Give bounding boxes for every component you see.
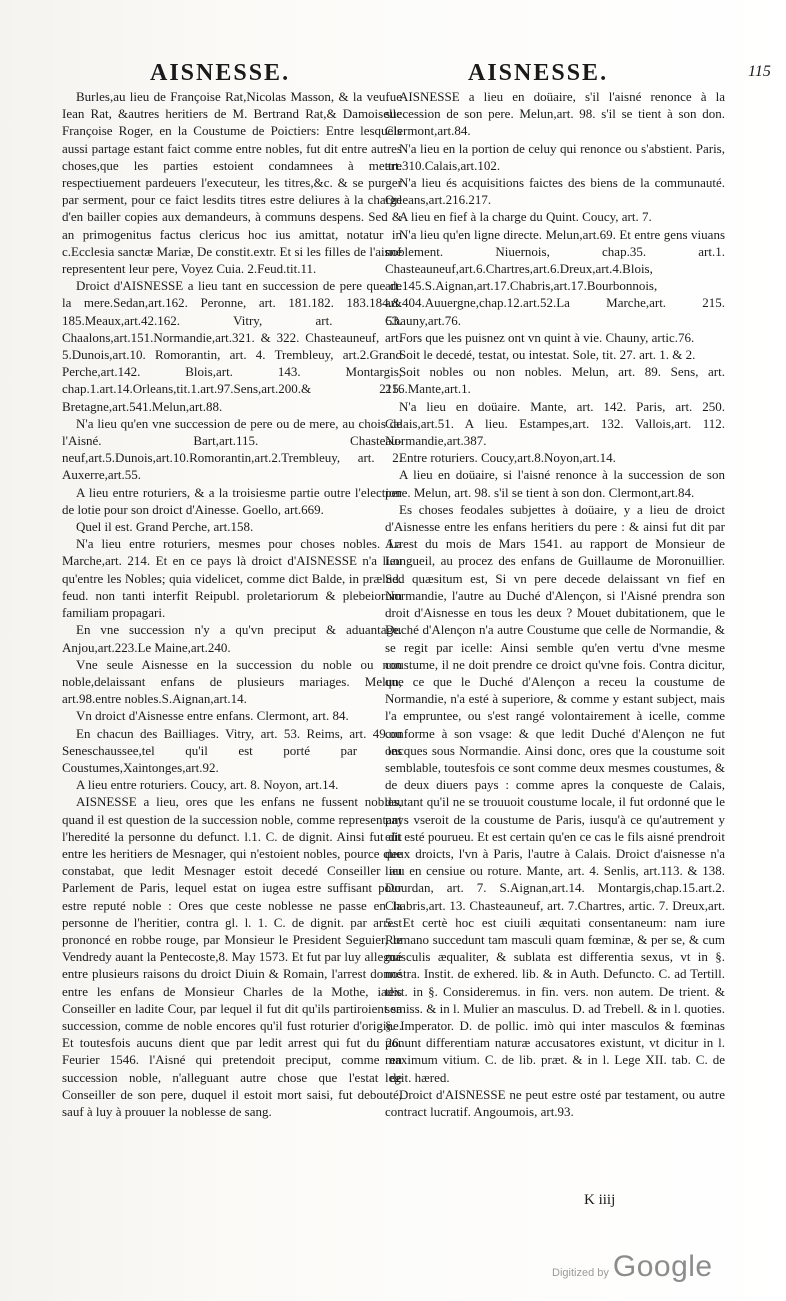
paragraph: Vne seule Aisnesse en la succession du noble ou non noble,delaissant enfans de plusieurs mariages. Melun, art.98.entre nobles.S.Aignan,art.14.: [62, 656, 402, 707]
paragraph: A lieu entre roturiers. Coucy, art. 8. Noyon, art.14.: [76, 777, 339, 793]
paragraph: En vne succession n'y a qu'vn preciput & aduantage. Anjou,art.223.Le Maine,art.240.: [62, 622, 402, 655]
paragraph: N'a lieu entre roturiers, mesmes pour choses nobles. La Marche,art. 214. Et en ce pays là droict d'AISNESSE n'a lieu qu'entre les Nobles; quia videlicet, comme dict Balde, in prælud. feud. non tanti interfit Reipubl. proletariorum & plebeiorum familiam propagari.: [62, 536, 402, 621]
paragraph: Soit nobles ou non nobles. Melun, art. 89. Sens, art. 216.Mante,art.1.: [385, 364, 725, 397]
paragraph: N'a lieu en la portion de celuy qui renonce ou s'abstient. Paris, art.310.Calais,art.102.: [385, 140, 725, 173]
paragraph: A lieu en doüaire, si l'aisné renonce à la succession de son pere. Melun, art. 98. s'il se tient à son don. Clermont,art.84.: [385, 467, 725, 500]
left-text-column: [62, 88, 402, 1120]
running-head-left: AISNESSE.: [150, 60, 291, 86]
paragraph: Droict d'AISNESSE ne peut estre osté par testament, ou autre contract lucratif. Angoumois, art.93.: [385, 1086, 725, 1119]
paragraph: N'a lieu qu'en vne succession de pere ou de mere, au chois de l'Aisné. Bart,art.115. Chasteau-neuf,art.5.Dunois,art.10.Romorantin,art.2.Trembleuy, art. 2. Auxerre,art.55.: [62, 415, 402, 483]
paragraph: Soit le decedé, testat, ou intestat. Sole, tit. 27. art. 1. & 2.: [399, 347, 696, 363]
paragraph: N'a lieu qu'en ligne directe. Melun,art.69. Et entre gens viuans noblement. Niuernois, chap.35. art.1. Chasteauneuf,art.6.Chartres,art.6.Dreux,art.4.Blois, art.145.S.Aignan,art.17.Chabris,art.17.Bourbonnois, art.404.Auuergne,chap.12.art.52.La Marche,art. 215. Chauny,art.76.: [385, 226, 725, 328]
google-watermark: [552, 1250, 713, 1284]
paragraph: Entre roturiers. Coucy,art.8.Noyon,art.14.: [399, 450, 616, 466]
paragraph: Vn droict d'Aisnesse entre enfans. Clermont, art. 84.: [76, 708, 349, 724]
paragraph: A lieu en fief à la charge du Quint. Coucy, art. 7.: [399, 209, 652, 225]
google-logo-text: Google: [612, 1250, 713, 1283]
paragraph: En chacun des Bailliages. Vitry, art. 53. Reims, art. 49.ou Seneschaussee,tel qu'il est porté par les Coustumes,Xaintonges,art.92.: [62, 725, 402, 775]
paragraph: Es choses feodales subjettes à doüaire, y a lieu de droict d'Aisnesse entre les enfans heritiers du pere : & ainsi fut dit par Arrest du mois de Mars 1541. au rapport de Monsieur de Longueil, au procez des enfans de Guillaume de Moronuillier. Sed quæsitum est, Si vn pere decede delaissant vn fief en Normandie, l'autre au Duché d'Alençon, si l'Aisné prendra son droit d'Aisnesse en tous les deux ? Mouet dubitationem, que le Duché d'Alençon n'a autre Coustume que celle de Normandie, & se regit par icelle: Ainsi semble qu'en vertu d'vne mesme coustume, il ne doit prendre ce droict qu'vne fois. Contra dicitur, que ce que le Duché d'Alençon a receu la coustume de Normandie, n'a esté à superiore, & comme y estant subject, mais l'a empruntee, ou s'est rangé volontairement à icelle, comme conforme à son vsage: & que ledit Duché d'Alençon ne fut oncques sous Normandie. Ainsi donc, ores que la coustume soit semblable, toutesfois ce sont comme deux mesmes coustumes, & de deux diuers pays : comme apres la conqueste de Calais, dautant qu'il ne se trouuoit coustume locale, il fut ordonné que le pays vseroit de la coustume de Paris, iusqu'à ce qu'autrement y eût esté pourueu. Et est certain qu'en ce cas le fils aisné prendroit deux droicts, l'vn à Paris, l'autre à Calais. Droict d'aisnesse n'a lieu en censiue ou roture. Mante, art. 4. Senlis, art.113. & 138. Dourdan, art. 7. S.Aignan,art.14. Montargis,chap.15.art.2. Chabris,art. 13. Chasteauneuf, art. 7.Chartres, artic. 7. Dreux,art. 5. Et certè hoc est ciuili æquitati consentaneum: nam iure Romano succedunt tam masculi quam fœminæ, & per se, & cum masculis æqualiter, & sublata est differentia sexus, vt in §. nostra. Instit. de exhered. lib. & in Auth. Defuncto. C. ad Tertill. text. in §. Consideremus. in fin. vers. non autem. De trient. & semiss. & in l. Mulier an masculus. D. ad Trebell. & in l. quoties. §. Imperator. D. de pollic. imò qui inter masculos & fœminas ponunt differentiam naturæ accusatores existunt, vt dicitur in l. maximum vitium. C. de lib. præt. & in l. Lege XII. tab. C. de legit. hæred.: [385, 501, 725, 1085]
paragraph: Fors que les puisnez ont vn quint à vie. Chauny, artic.76.: [399, 329, 695, 345]
watermark-prefix: Digitized by: [552, 1267, 609, 1279]
paragraph: N'a lieu és acquisitions faictes des biens de la communauté. Orleans,art.216.217.: [385, 175, 725, 208]
paragraph: AISNESSE a lieu, ores que les enfans ne fussent nobles, quand il est question de la succession noble, comme representant l'heredité la personne du defunct. l.1. C. de dignit. Ainsi fut dit entre les heritiers de Mesnager, qui n'estoient nobles, pource que constabat, que ledit Mesnager estoit decedé Conseiller au Parlement de Paris, lequel estat on iugea estre suffisant pour estre reputé noble : Ores que ceste noblesse ne passe en la personne de l'heritier, contra gl. l. 1. C. de dignit. par arrest prononcé en robbe rouge, par Monsieur le President Seguier, le Vendredy auant la Pentecoste,8. May 1573. Et fut par luy allegué entre plusieurs raisons du droict Diuin & Romain, l'arrest donné entre les enfans de Monsieur Charles de la Mothe, iadis Conseiller en ladite Cour, par lequel il fut dit qu'ils partiroient sa succession, comme de noble encores qu'il fust roturier d'origine. Et toutesfois aucuns dient que par ledit arrest qui fut du 26. Feurier 1546. l'Aisné qui pretendoit preciput, comme en succession noble, n'alleguant autre chose que l'estat de Conseiller de son pere, duquel il estoit mort saisi, fut debouté, sauf à luy à prouuer la noblesse de sang.: [62, 794, 402, 1119]
paragraph: AISNESSE a lieu en doüaire, s'il l'aisné renonce à la succession de son pere. Melun,art. 98. s'il se tient à son don. Clermont,art.84.: [385, 89, 725, 139]
right-text-column: [385, 88, 725, 1120]
running-head-right: AISNESSE.: [468, 60, 609, 86]
paragraph: Droict d'AISNESSE a lieu tant en succession de pere que de la mere.Sedan,art.162. Peronne, art. 181.182. 183.184.& 185.Meaux,art.42.162. Vitry, art. 53. Chaalons,art.151.Normandie,art.321. & 322. Chasteauneuf, art. 5.Dunois,art.10. Romorantin, art. 4. Trembleuy, art.2.Grand Perche,art.142. Blois,art. 143. Montargis, chap.1.art.14.Orleans,tit.1.art.97.Sens,art.200.& 215. Bretagne,art.541.Melun,art.88.: [62, 278, 402, 414]
paragraph: Quel il est. Grand Perche, art.158.: [76, 519, 254, 535]
signature-mark: K iiij: [584, 1192, 616, 1208]
paragraph: A lieu entre roturiers, & a la troisiesme partie outre l'election de lotie pour son droict d'Ainesse. Goello, art.669.: [62, 484, 402, 517]
page-number: 115: [748, 63, 771, 80]
paragraph: Burles,au lieu de Françoise Rat,Nicolas Masson, & la veufue Iean Rat, &autres heritiers de M. Bertrand Rat,& Damoiselle Françoise Roger, en la Coustume de Poictiers: Entre lesquels aussi partage estant faict comme entre nobles, fut dit entre autres choses,que les parties estoient condamnees à mettre respectiuement pardeuers l'executeur, les titres,&c. & se purger par serment, pour ce faict lesdits titres estre deliures à la charge d'en bailler copies aux demandeurs, à communs despens. Sed & an primogenitus factus clericus hoc ius amittat, notatur in c.Ecclesia sanctæ Mariæ, De constit.extr. Et si les filles de l'aisné representent leur pere, Voyez Cuia. 2.Feud.tit.11.: [62, 89, 402, 277]
paragraph: N'a lieu en doüaire. Mante, art. 142. Paris, art. 250. Calais,art.51. A lieu. Estampes,art. 132. Vallois,art. 112. Normandie,art.387.: [385, 398, 725, 449]
